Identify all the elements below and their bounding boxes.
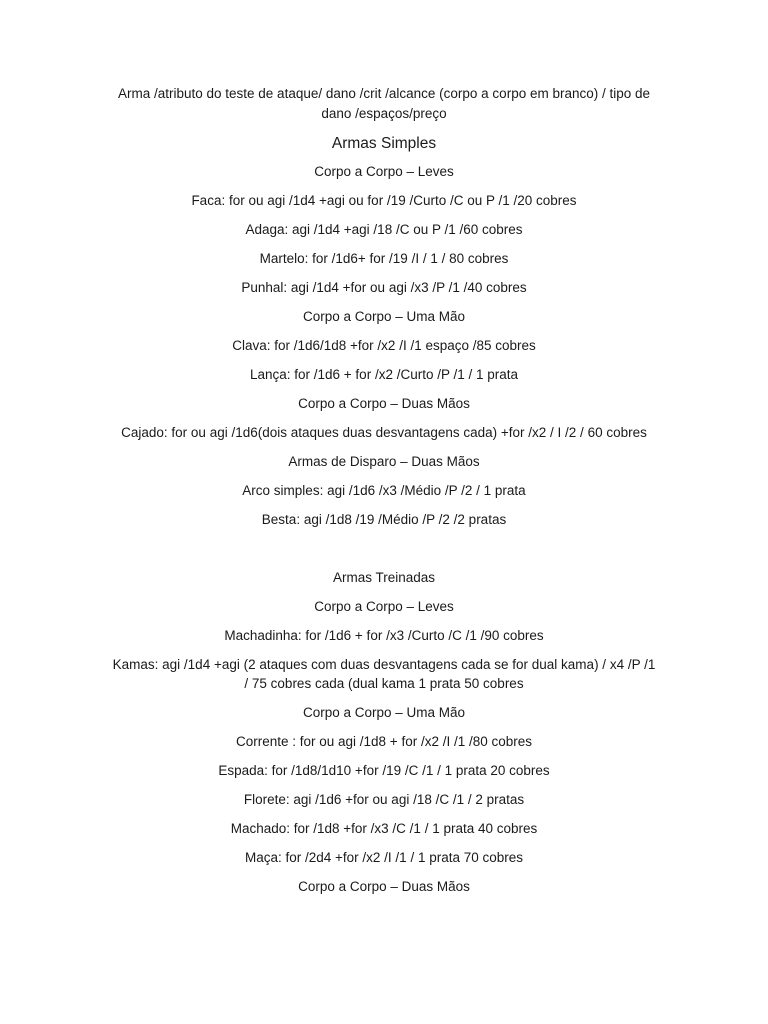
weapon-corrente: Corrente : for ou agi /1d8 + for /x2 /I /1 /80 cobres [235, 734, 533, 749]
weapon-machadinha: Machadinha: for /1d6 + for /x3 /Curto /C /1 /90 cobres [224, 627, 544, 643]
weapon-besta: Besta: agi /1d8 /19 /Médio /P /2 /2 pratas [261, 511, 507, 527]
weapon-lanca: Lança: for /1d6 + for /x2 /Curto /P /1 / 1 prata [249, 366, 519, 382]
section-title-armas-simples: Armas Simples [331, 134, 437, 152]
weapon-faca: Faca: for ou agi /1d4 +agi ou for /19 /Curto /C ou P /1 /20 cobres [191, 192, 577, 208]
weapon-arco-simples: Arco simples: agi /1d6 /x3 /Médio /P /2 / 1 prata [242, 482, 526, 498]
weapon-martelo: Martelo: for /1d6+ for /19 /I / 1 / 80 cobres [259, 250, 509, 266]
subheading-leves: Corpo a Corpo – Leves [314, 163, 454, 179]
subheading-uma-mao: Corpo a Corpo – Uma Mão [302, 308, 466, 324]
section-spacer [110, 539, 658, 568]
column-legend: Arma /atributo do teste de ataque/ dano /crit /alcance (corpo a corpo em branco) / tipo de dano /espaços/preço [117, 86, 651, 121]
document-page [110, 84, 658, 906]
section-title-armas-treinadas: Armas Treinadas [332, 569, 436, 585]
weapon-machado: Machado: for /1d8 +for /x3 /C /1 / 1 prata 40 cobres [230, 821, 538, 836]
subheading-disparo-duas-maos: Armas de Disparo – Duas Mãos [288, 453, 480, 469]
weapon-cajado: Cajado: for ou agi /1d6(dois ataques duas desvantagens cada) +for /x2 / I /2 / 60 cobres [121, 424, 647, 440]
weapon-adaga: Adaga: agi /1d4 +agi /18 /C ou P /1 /60 cobres [245, 221, 523, 237]
weapon-kamas: Kamas: agi /1d4 +agi (2 ataques com duas desvantagens cada se for dual kama) / x4 /P /1 / 75 cobres cada (dual kama 1 prata 50 cobres [112, 656, 656, 691]
weapon-florete: Florete: agi /1d6 +for ou agi /18 /C /1 / 2 pratas [243, 792, 525, 807]
subheading-duas-maos-treinadas: Corpo a Corpo – Duas Mãos [298, 879, 470, 894]
subheading-duas-maos: Corpo a Corpo – Duas Mãos [298, 395, 470, 411]
weapon-espada: Espada: for /1d8/1d10 +for /19 /C /1 / 1 prata 20 cobres [218, 763, 550, 778]
weapon-clava: Clava: for /1d6/1d8 +for /x2 /I /1 espaço /85 cobres [232, 337, 536, 353]
subheading-uma-mao-treinadas: Corpo a Corpo – Uma Mão [302, 705, 466, 720]
weapon-punhal: Punhal: agi /1d4 +for ou agi /x3 /P /1 /40 cobres [241, 279, 527, 295]
subheading-leves-treinadas: Corpo a Corpo – Leves [314, 598, 454, 614]
weapon-maca: Maça: for /2d4 +for /x2 /I /1 / 1 prata 70 cobres [244, 850, 524, 865]
